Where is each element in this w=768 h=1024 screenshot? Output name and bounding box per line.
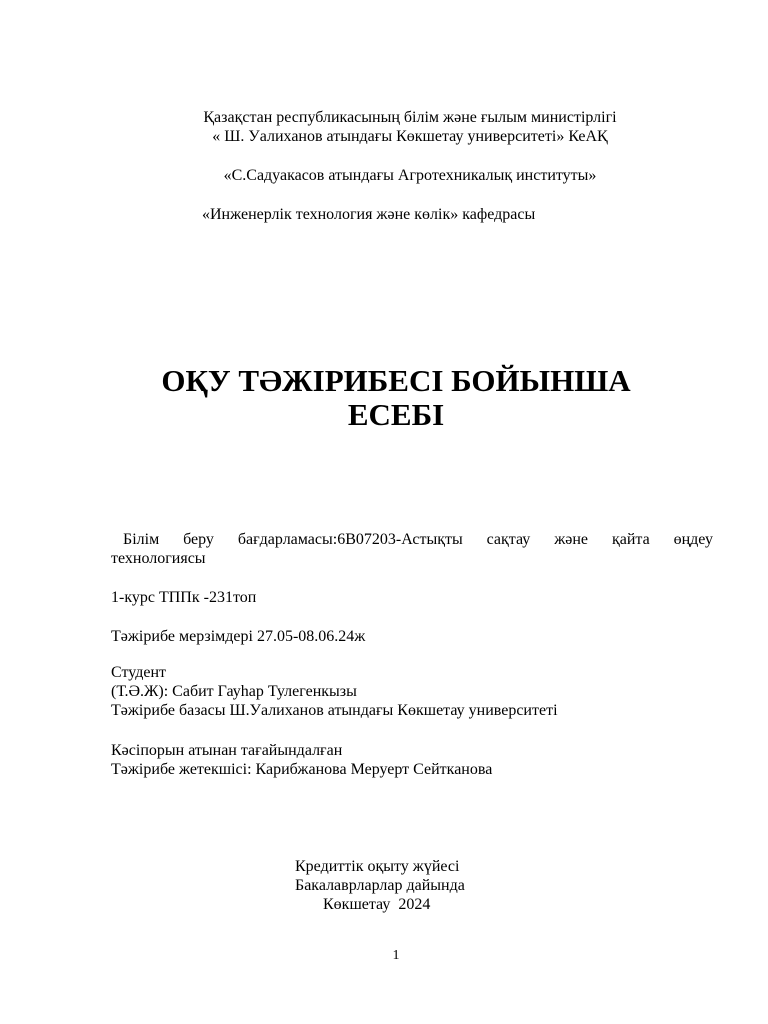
department-heading: «Инженерлік технология және көлік» кафедрасы	[202, 206, 536, 223]
course-line: 1-курс ТППк -231топ	[111, 589, 257, 606]
university-heading: « Ш. Уалиханов атындағы Көкшетау университеті» КеАҚ	[212, 128, 608, 145]
institute-heading: «С.Садуакасов атындағы Агротехникалық институты»	[223, 167, 597, 184]
credit-system-line: Кредиттік оқыту жүйесі	[295, 858, 460, 875]
program-line-2: технологиясы	[111, 550, 206, 567]
appointed-line: Кәсіпорын атынан тағайындалған	[111, 742, 343, 759]
student-label: Студент	[111, 664, 167, 681]
page-number: 1	[392, 948, 400, 963]
city-year-line: Көкшетау 2024	[323, 896, 431, 913]
program-line-1: Білім беру бағдарламасы:6В07203-Астықты сақтау және қайта өңдеу	[123, 531, 713, 548]
report-title-line-1: ОҚУ ТӘЖІРИБЕСІ БОЙЫНША	[161, 363, 631, 398]
supervisor-line: Тәжірибе жетекшісі: Карибжанова Меруерт Сейтканова	[111, 761, 493, 778]
student-name: (Т.Ә.Ж): Сабит Гауhар Тулегенкызы	[111, 683, 357, 700]
program-paragraph	[111, 530, 713, 568]
ministry-heading: Қазақстан республикасының білім және ғылым министірлігі	[203, 109, 617, 126]
practice-dates: Тәжірибе мерзімдері 27.05-08.06.24ж	[111, 628, 366, 645]
preparation-line: Бакалаврларлар дайында	[295, 877, 465, 894]
report-title-line-2: ЕСЕБІ	[347, 397, 445, 432]
practice-base: Тәжірибе базасы Ш.Уалиханов атындағы Көкшетау университеті	[111, 702, 558, 719]
